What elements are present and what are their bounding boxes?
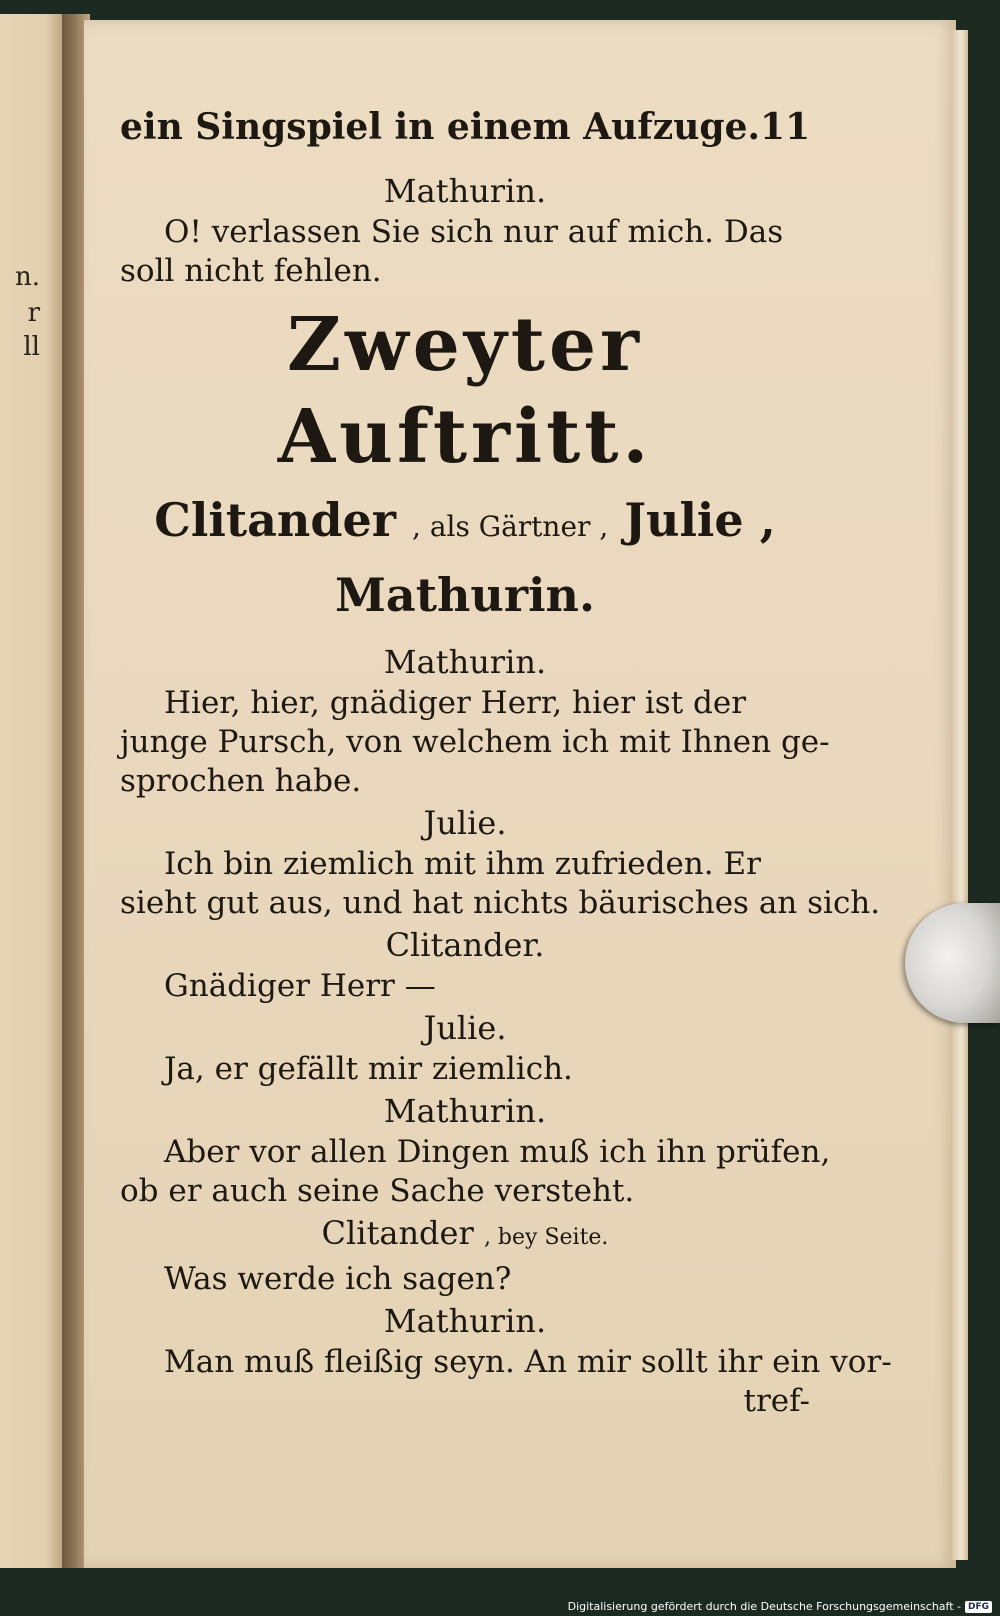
text-line: soll nicht fehlen. bbox=[120, 253, 382, 289]
scene-title: Zweyter Auftritt. bbox=[277, 302, 653, 480]
speaker-name: Julie. bbox=[423, 1009, 507, 1047]
text-line: O! verlassen Sie sich nur auf mich. Das bbox=[164, 214, 784, 250]
running-header bbox=[120, 108, 810, 147]
cast-list bbox=[120, 489, 810, 558]
text-line: junge Pursch, von welchem ich mit Ihnen ge- bbox=[120, 724, 830, 760]
facing-page-fragment: n. bbox=[14, 262, 40, 292]
text-line: Was werde ich sagen? bbox=[164, 1261, 512, 1297]
speaker-name: Clitander. bbox=[385, 926, 545, 964]
facing-page-fragment: r bbox=[27, 298, 40, 328]
text-line: ob er auch seine Sache versteht. bbox=[120, 1173, 635, 1209]
speaker-name: Mathurin. bbox=[383, 172, 547, 210]
text-line: Hier, hier, gnädiger Herr, hier ist der bbox=[164, 685, 747, 721]
speaker-name: Mathurin. bbox=[383, 643, 547, 681]
stage-direction bbox=[120, 1211, 810, 1260]
speaker-name: Clitander bbox=[321, 1214, 474, 1252]
aside-note: , bey Seite. bbox=[483, 1225, 609, 1250]
facing-page-fragment: ll bbox=[23, 332, 40, 362]
text-line: Man muß fleißig seyn. An mir sollt ihr ein vor- bbox=[164, 1344, 892, 1380]
catchword: tref- bbox=[743, 1383, 810, 1419]
page-number: 11 bbox=[760, 106, 811, 148]
cast-name: Julie , bbox=[624, 493, 776, 547]
footer-credit bbox=[568, 1600, 992, 1613]
dfg-logo: DFG bbox=[965, 1601, 992, 1613]
footer-text: Digitalisierung gefördert durch die Deutsche Forschungsgemeinschaft - bbox=[567, 1600, 961, 1613]
text-line: Ja, er gefällt mir ziemlich. bbox=[164, 1051, 573, 1087]
facing-page bbox=[0, 14, 66, 1568]
cast-role: , als Gärtner , bbox=[412, 510, 609, 543]
speaker-name: Mathurin. bbox=[383, 1092, 547, 1130]
cast-name: Mathurin. bbox=[334, 568, 596, 622]
cast-name: Clitander bbox=[154, 493, 396, 547]
text-line: sieht gut aus, und hat nichts bäurisches an sich. bbox=[120, 885, 881, 921]
text-line: Aber vor allen Dingen muß ich ihn prüfen, bbox=[164, 1134, 831, 1170]
text-line: Gnädiger Herr — bbox=[164, 968, 436, 1004]
text-line: Ich bin ziemlich mit ihm zufrieden. Er bbox=[164, 846, 761, 882]
page-edge bbox=[952, 30, 968, 1560]
page-text bbox=[120, 106, 892, 1421]
speaker-name: Mathurin. bbox=[383, 1302, 547, 1340]
speaker-name: Julie. bbox=[423, 804, 507, 842]
running-title: ein Singspiel in einem Aufzuge. bbox=[120, 106, 761, 148]
text-line: sprochen habe. bbox=[120, 763, 362, 799]
